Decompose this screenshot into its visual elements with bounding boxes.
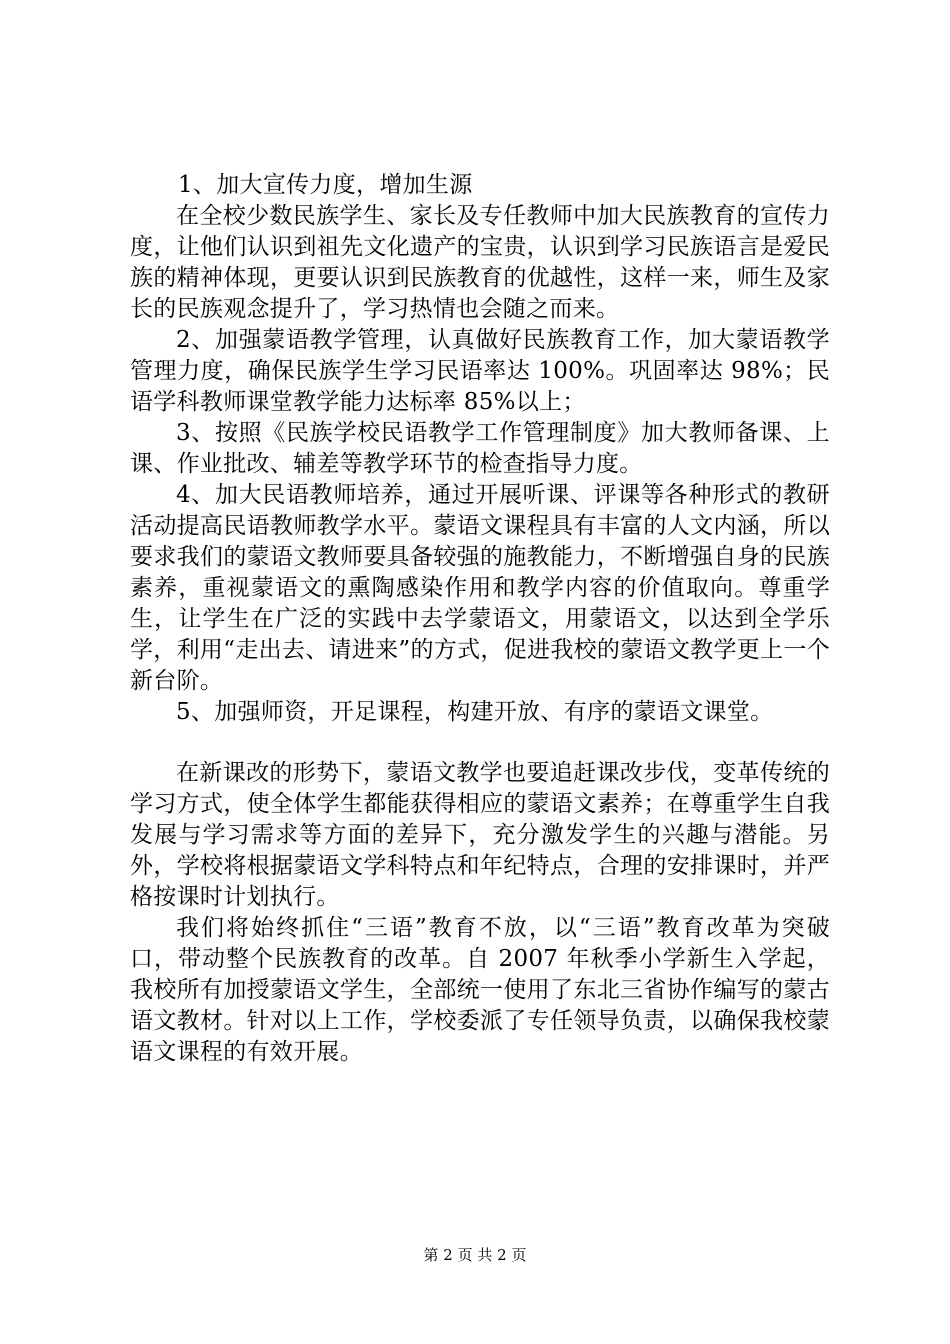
paragraph-curriculum: 5、加强师资，开足课程，构建开放、有序的蒙语文课堂。 — [176, 699, 774, 725]
section-heading-publicity: 1、加大宣传力度，增加生源 — [178, 172, 473, 198]
paragraph-teacher-training: 4、加大民语教师培养，通过开展听课、评课等各种形式的教研活动提高民语教师教学水平。蒙语文课程具有丰富的人文内涵，所以要求我们的蒙语文教师要具备较强的施教能力，不断增强自身的民族素养，重视蒙语文的熏陶感染作用和教学内容的价值取向。尊重学生，让学生在广泛的实践中去学蒙语文，用蒙语文，以达到全学乐学，利用“走出去、请进来”的方式，促进我校的蒙语文教学更上一个新台阶。 — [130, 482, 830, 694]
paragraph-regulations: 3、按照《民族学校民语教学工作管理制度》加大教师备课、上课、作业批改、辅差等教学环节的检查指导力度。 — [130, 420, 830, 477]
paragraph-three-languages: 我们将始终抓住“三语”教育不放，以“三语”教育改革为突破口，带动整个民族教育的改革。自 2007 年秋季小学新生入学起，我校所有加授蒙语文学生，全部统一使用了东北三省协作编写的蒙古语文教材。针对以上工作，学校委派了专任领导负责，以确保我校蒙语文课程的有效开展。 — [130, 915, 830, 1065]
page-footer: 第 2 页 共 2 页 — [423, 1246, 527, 1264]
paragraph-publicity: 在全校少数民族学生、家长及专任教师中加大民族教育的宣传力度，让他们认识到祖先文化遗产的宝贵，认识到学习民族语言是爱民族的精神体现，更要认识到民族教育的优越性，这样一来，师生及家长的民族观念提升了，学习热情也会随之而来。 — [130, 203, 830, 322]
paragraph-management: 2、加强蒙语教学管理，认真做好民族教育工作，加大蒙语教学管理力度，确保民族学生学习民语率达 100%。巩固率达 98%；民语学科教师课堂教学能力达标率 85%以上； — [130, 327, 830, 415]
paragraph-spacer — [130, 728, 830, 758]
document-body — [130, 170, 830, 1068]
paragraph-reform: 在新课改的形势下，蒙语文教学也要追赶课改步伐，变革传统的学习方式，使全体学生都能获得相应的蒙语文素养；在尊重学生自我发展与学习需求等方面的差异下，充分激发学生的兴趣与潜能。另外，学校将根据蒙语文学科特点和年纪特点，合理的安排课时，并严格按课时计划执行。 — [130, 760, 830, 910]
